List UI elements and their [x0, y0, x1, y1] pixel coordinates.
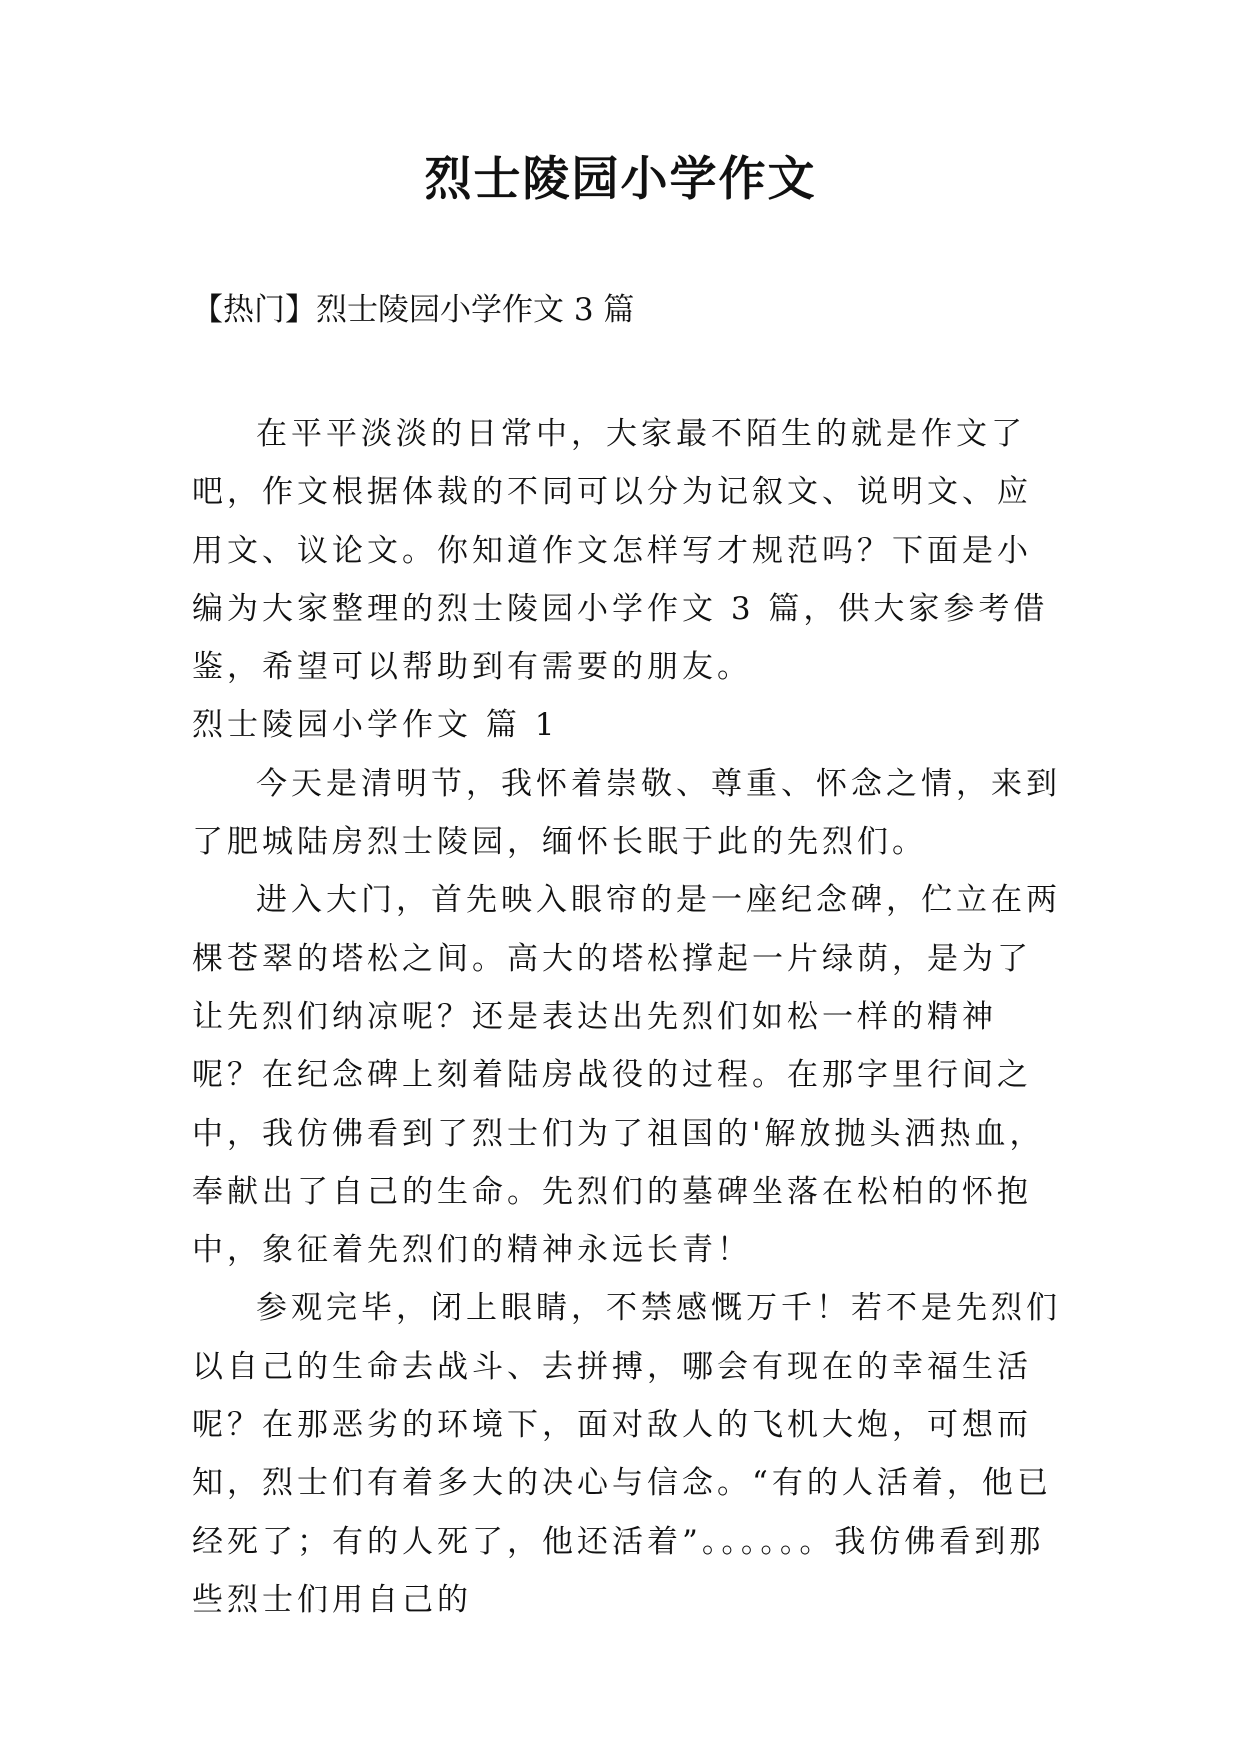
- body-paragraph: 参观完毕，闭上眼睛，不禁感慨万千！若不是先烈们以自己的生命去战斗、去拼搏，哪会有现在的幸福生活呢？在那恶劣的环境下，面对敌人的飞机大炮，可想而知，烈士们有着多大的决心与信念。“有的人活着，他已经死了；有的人死了，他还活着”。。。。。。我仿佛看到那些烈士们用自己的: [192, 1290, 1061, 1618]
- body-paragraph: 今天是清明节，我怀着崇敬、尊重、怀念之情，来到了肥城陆房烈士陵园，缅怀长眠于此的先烈们。: [192, 765, 1061, 861]
- document-subtitle: 【热门】烈士陵园小学作文 3 篇: [192, 292, 635, 328]
- intro-paragraph: 在平平淡淡的日常中，大家最不陌生的就是作文了吧，作文根据体裁的不同可以分为记叙文、说明文、应用文、议论文。你知道作文怎样写才规范吗？下面是小编为大家整理的烈士陵园小学作文 3 篇，供大家参考借鉴，希望可以帮助到有需要的朋友。: [192, 416, 1049, 686]
- body-paragraph: 进入大门，首先映入眼帘的是一座纪念碑，伫立在两棵苍翠的塔松之间。高大的塔松撑起一片绿荫，是为了让先烈们纳凉呢？还是表达出先烈们如松一样的精神呢？在纪念碑上刻着陆房战役的过程。在那字里行间之中，我仿佛看到了烈士们为了祖国的'解放抛头洒热血，奉献出了自己的生命。先烈们的墓碑坐落在松柏的怀抱中，象征着先烈们的精神永远长青！: [192, 882, 1061, 1269]
- section-heading: 烈士陵园小学作文 篇 1: [192, 707, 559, 744]
- document-title: 烈士陵园小学作文: [424, 152, 817, 207]
- document-body: [192, 405, 1062, 1629]
